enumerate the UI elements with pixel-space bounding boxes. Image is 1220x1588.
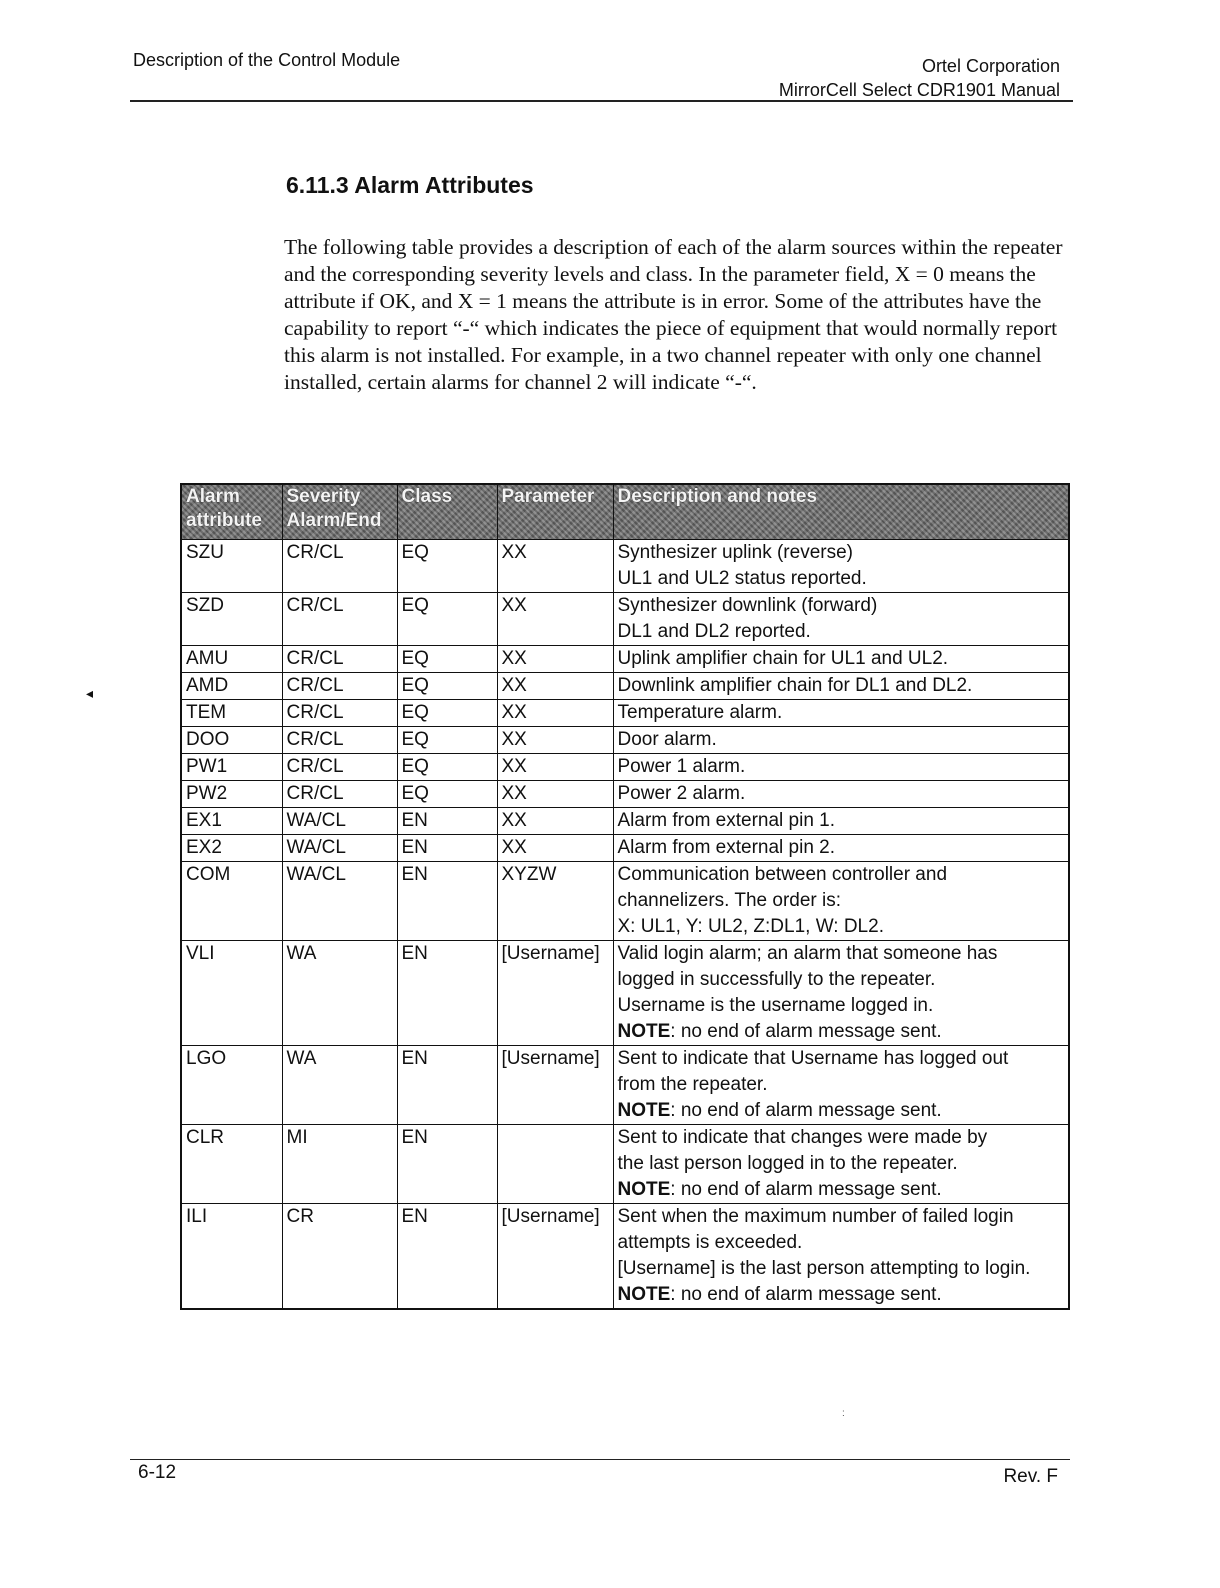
section-title: 6.11.3 Alarm Attributes: [286, 172, 534, 198]
cell-parameter: XX: [497, 593, 613, 646]
cell-severity: CR/CL: [282, 673, 397, 700]
cell-severity: WA: [282, 941, 397, 1046]
cell-parameter: [Username]: [497, 941, 613, 1046]
cell-severity: WA/CL: [282, 808, 397, 835]
description-line: Alarm from external pin 1.: [617, 810, 836, 831]
cell-parameter: XX: [497, 835, 613, 862]
cell-severity: CR/CL: [282, 754, 397, 781]
header-section-name: Description of the Control Module: [133, 50, 401, 70]
cell-description: [613, 808, 1069, 835]
cell-parameter: XX: [497, 727, 613, 754]
cell-description: [613, 1204, 1069, 1310]
description-line: DL1 and DL2 reported.: [617, 621, 811, 642]
cell-class: EN: [397, 808, 497, 835]
table-row: [181, 1125, 1069, 1204]
table-row: [181, 941, 1069, 1046]
cell-description: [613, 754, 1069, 781]
cell-severity: CR/CL: [282, 540, 397, 593]
cell-severity: MI: [282, 1125, 397, 1204]
table-row: [181, 700, 1069, 727]
description-line: logged in successfully to the repeater.: [617, 969, 936, 990]
description-line: Username is the username logged in.: [617, 995, 934, 1016]
description-line: Sent to indicate that changes were made by: [617, 1127, 988, 1148]
table-body: [181, 540, 1069, 1310]
table-row: [181, 835, 1069, 862]
cell-description: [613, 540, 1069, 593]
cell-attribute: COM: [181, 862, 282, 941]
header-rule: [130, 100, 1073, 102]
description-line: Sent to indicate that Username has logged out: [617, 1048, 1009, 1069]
cell-parameter: XX: [497, 673, 613, 700]
description-line: Sent when the maximum number of failed login: [617, 1206, 1014, 1227]
table-row: [181, 1046, 1069, 1125]
cell-parameter: [497, 1125, 613, 1204]
table-row: [181, 727, 1069, 754]
cell-class: EN: [397, 862, 497, 941]
description-line: Alarm from external pin 2.: [617, 837, 836, 858]
cell-class: EQ: [397, 540, 497, 593]
alarm-attributes-table: [180, 483, 1070, 1310]
header-manual-title: MirrorCell Select CDR1901 Manual: [778, 80, 1060, 100]
table-row: [181, 673, 1069, 700]
cell-attribute: PW1: [181, 754, 282, 781]
cell-attribute: EX1: [181, 808, 282, 835]
description-line: the last person logged in to the repeater.: [617, 1153, 958, 1174]
cell-class: EQ: [397, 700, 497, 727]
cell-severity: CR/CL: [282, 593, 397, 646]
cell-description: [613, 862, 1069, 941]
cell-description: [613, 593, 1069, 646]
cell-attribute: AMD: [181, 673, 282, 700]
cell-severity: CR/CL: [282, 646, 397, 673]
cell-description: [613, 781, 1069, 808]
cell-description: [613, 673, 1069, 700]
table-row: [181, 862, 1069, 941]
cell-severity: WA/CL: [282, 835, 397, 862]
cell-description: [613, 727, 1069, 754]
note-label: NOTE: [617, 1021, 671, 1042]
cell-description: [613, 835, 1069, 862]
description-line: UL1 and UL2 status reported.: [617, 568, 867, 589]
cell-attribute: EX2: [181, 835, 282, 862]
footer-rule: [130, 1459, 1070, 1460]
description-line: Power 1 alarm.: [617, 756, 746, 777]
cell-parameter: XX: [497, 540, 613, 593]
cell-description: [613, 941, 1069, 1046]
col-header-parameter: Parameter: [497, 484, 613, 540]
table-row: [181, 808, 1069, 835]
note-label: NOTE: [617, 1179, 671, 1200]
cell-attribute: TEM: [181, 700, 282, 727]
cell-description: [613, 646, 1069, 673]
cell-class: EN: [397, 1046, 497, 1125]
cell-description: [613, 1046, 1069, 1125]
cell-severity: WA: [282, 1046, 397, 1125]
cell-class: EN: [397, 1204, 497, 1310]
col-header-severity: Severity Alarm/End: [282, 484, 397, 540]
cell-severity: CR/CL: [282, 727, 397, 754]
table-row: [181, 754, 1069, 781]
cell-class: EN: [397, 1125, 497, 1204]
col-header-description: Description and notes: [613, 484, 1069, 540]
col-header-attribute: Alarm attribute: [181, 484, 282, 540]
cell-parameter: XX: [497, 781, 613, 808]
scan-speck: :: [842, 1408, 845, 1419]
table-row: [181, 646, 1069, 673]
table-row: [181, 1204, 1069, 1310]
margin-mark: ◂: [86, 685, 94, 701]
description-line: Power 2 alarm.: [617, 783, 746, 804]
description-line: Downlink amplifier chain for DL1 and DL2.: [617, 675, 973, 696]
cell-class: EN: [397, 941, 497, 1046]
cell-parameter: XX: [497, 700, 613, 727]
cell-parameter: [Username]: [497, 1046, 613, 1125]
description-line: Valid login alarm; an alarm that someone has: [617, 943, 998, 964]
cell-description: [613, 700, 1069, 727]
header-publisher: [779, 54, 1060, 102]
cell-class: EQ: [397, 754, 497, 781]
cell-parameter: [Username]: [497, 1204, 613, 1310]
description-line: channelizers. The order is:: [617, 890, 842, 911]
revision: Rev. F: [1003, 1466, 1058, 1487]
note-text: : no end of alarm message sent.: [670, 1100, 942, 1121]
note-label: NOTE: [617, 1284, 671, 1305]
table-row: [181, 781, 1069, 808]
cell-class: EQ: [397, 646, 497, 673]
table-row: [181, 593, 1069, 646]
note-line: [618, 1282, 1065, 1308]
note-line: [618, 1098, 1065, 1124]
col-header-class: Class: [397, 484, 497, 540]
cell-parameter: XX: [497, 754, 613, 781]
cell-class: EQ: [397, 727, 497, 754]
page-number: 6-12: [138, 1462, 177, 1483]
cell-attribute: ILI: [181, 1204, 282, 1310]
cell-attribute: CLR: [181, 1125, 282, 1204]
header-company: Ortel Corporation: [921, 56, 1060, 76]
note-text: : no end of alarm message sent.: [670, 1179, 942, 1200]
description-line: [Username] is the last person attempting to login.: [617, 1258, 1031, 1279]
cell-attribute: LGO: [181, 1046, 282, 1125]
description-line: X: UL1, Y: UL2, Z:DL1, W: DL2.: [617, 916, 884, 937]
cell-attribute: PW2: [181, 781, 282, 808]
description-line: Synthesizer downlink (forward): [617, 595, 878, 616]
cell-attribute: SZU: [181, 540, 282, 593]
note-text: : no end of alarm message sent.: [670, 1021, 942, 1042]
description-line: Door alarm.: [617, 729, 717, 750]
cell-parameter: XYZW: [497, 862, 613, 941]
cell-attribute: VLI: [181, 941, 282, 1046]
note-text: : no end of alarm message sent.: [670, 1284, 942, 1305]
cell-severity: CR/CL: [282, 781, 397, 808]
description-line: Temperature alarm.: [617, 702, 783, 723]
note-line: [618, 1019, 1065, 1045]
table-header-row: [181, 484, 1069, 540]
cell-class: EQ: [397, 673, 497, 700]
cell-severity: WA/CL: [282, 862, 397, 941]
cell-severity: CR: [282, 1204, 397, 1310]
cell-parameter: XX: [497, 646, 613, 673]
description-line: attempts is exceeded.: [617, 1232, 803, 1253]
note-label: NOTE: [617, 1100, 671, 1121]
cell-class: EQ: [397, 781, 497, 808]
cell-attribute: SZD: [181, 593, 282, 646]
cell-attribute: AMU: [181, 646, 282, 673]
cell-attribute: DOO: [181, 727, 282, 754]
description-line: Synthesizer uplink (reverse): [617, 542, 853, 563]
intro-paragraph: The following table provides a description of each of the alarm sources within the repeater and the corresponding severity levels and class. In the parameter field, X = 0 means the attribute if OK, and X = 1 means the attribute is in error. Some of the attributes have the capability to report “-“ which indicates the piece of equipment that would normally report this alarm is not installed. For example, in a two channel repeater with only one channel installed, certain alarms for channel 2 will indicate “-“.: [284, 235, 1063, 394]
description-line: Uplink amplifier chain for UL1 and UL2.: [617, 648, 949, 669]
description-line: from the repeater.: [617, 1074, 768, 1095]
cell-class: EN: [397, 835, 497, 862]
table-row: [181, 540, 1069, 593]
cell-class: EQ: [397, 593, 497, 646]
cell-parameter: XX: [497, 808, 613, 835]
cell-severity: CR/CL: [282, 700, 397, 727]
cell-description: [613, 1125, 1069, 1204]
note-line: [618, 1177, 1065, 1203]
description-line: Communication between controller and: [617, 864, 948, 885]
